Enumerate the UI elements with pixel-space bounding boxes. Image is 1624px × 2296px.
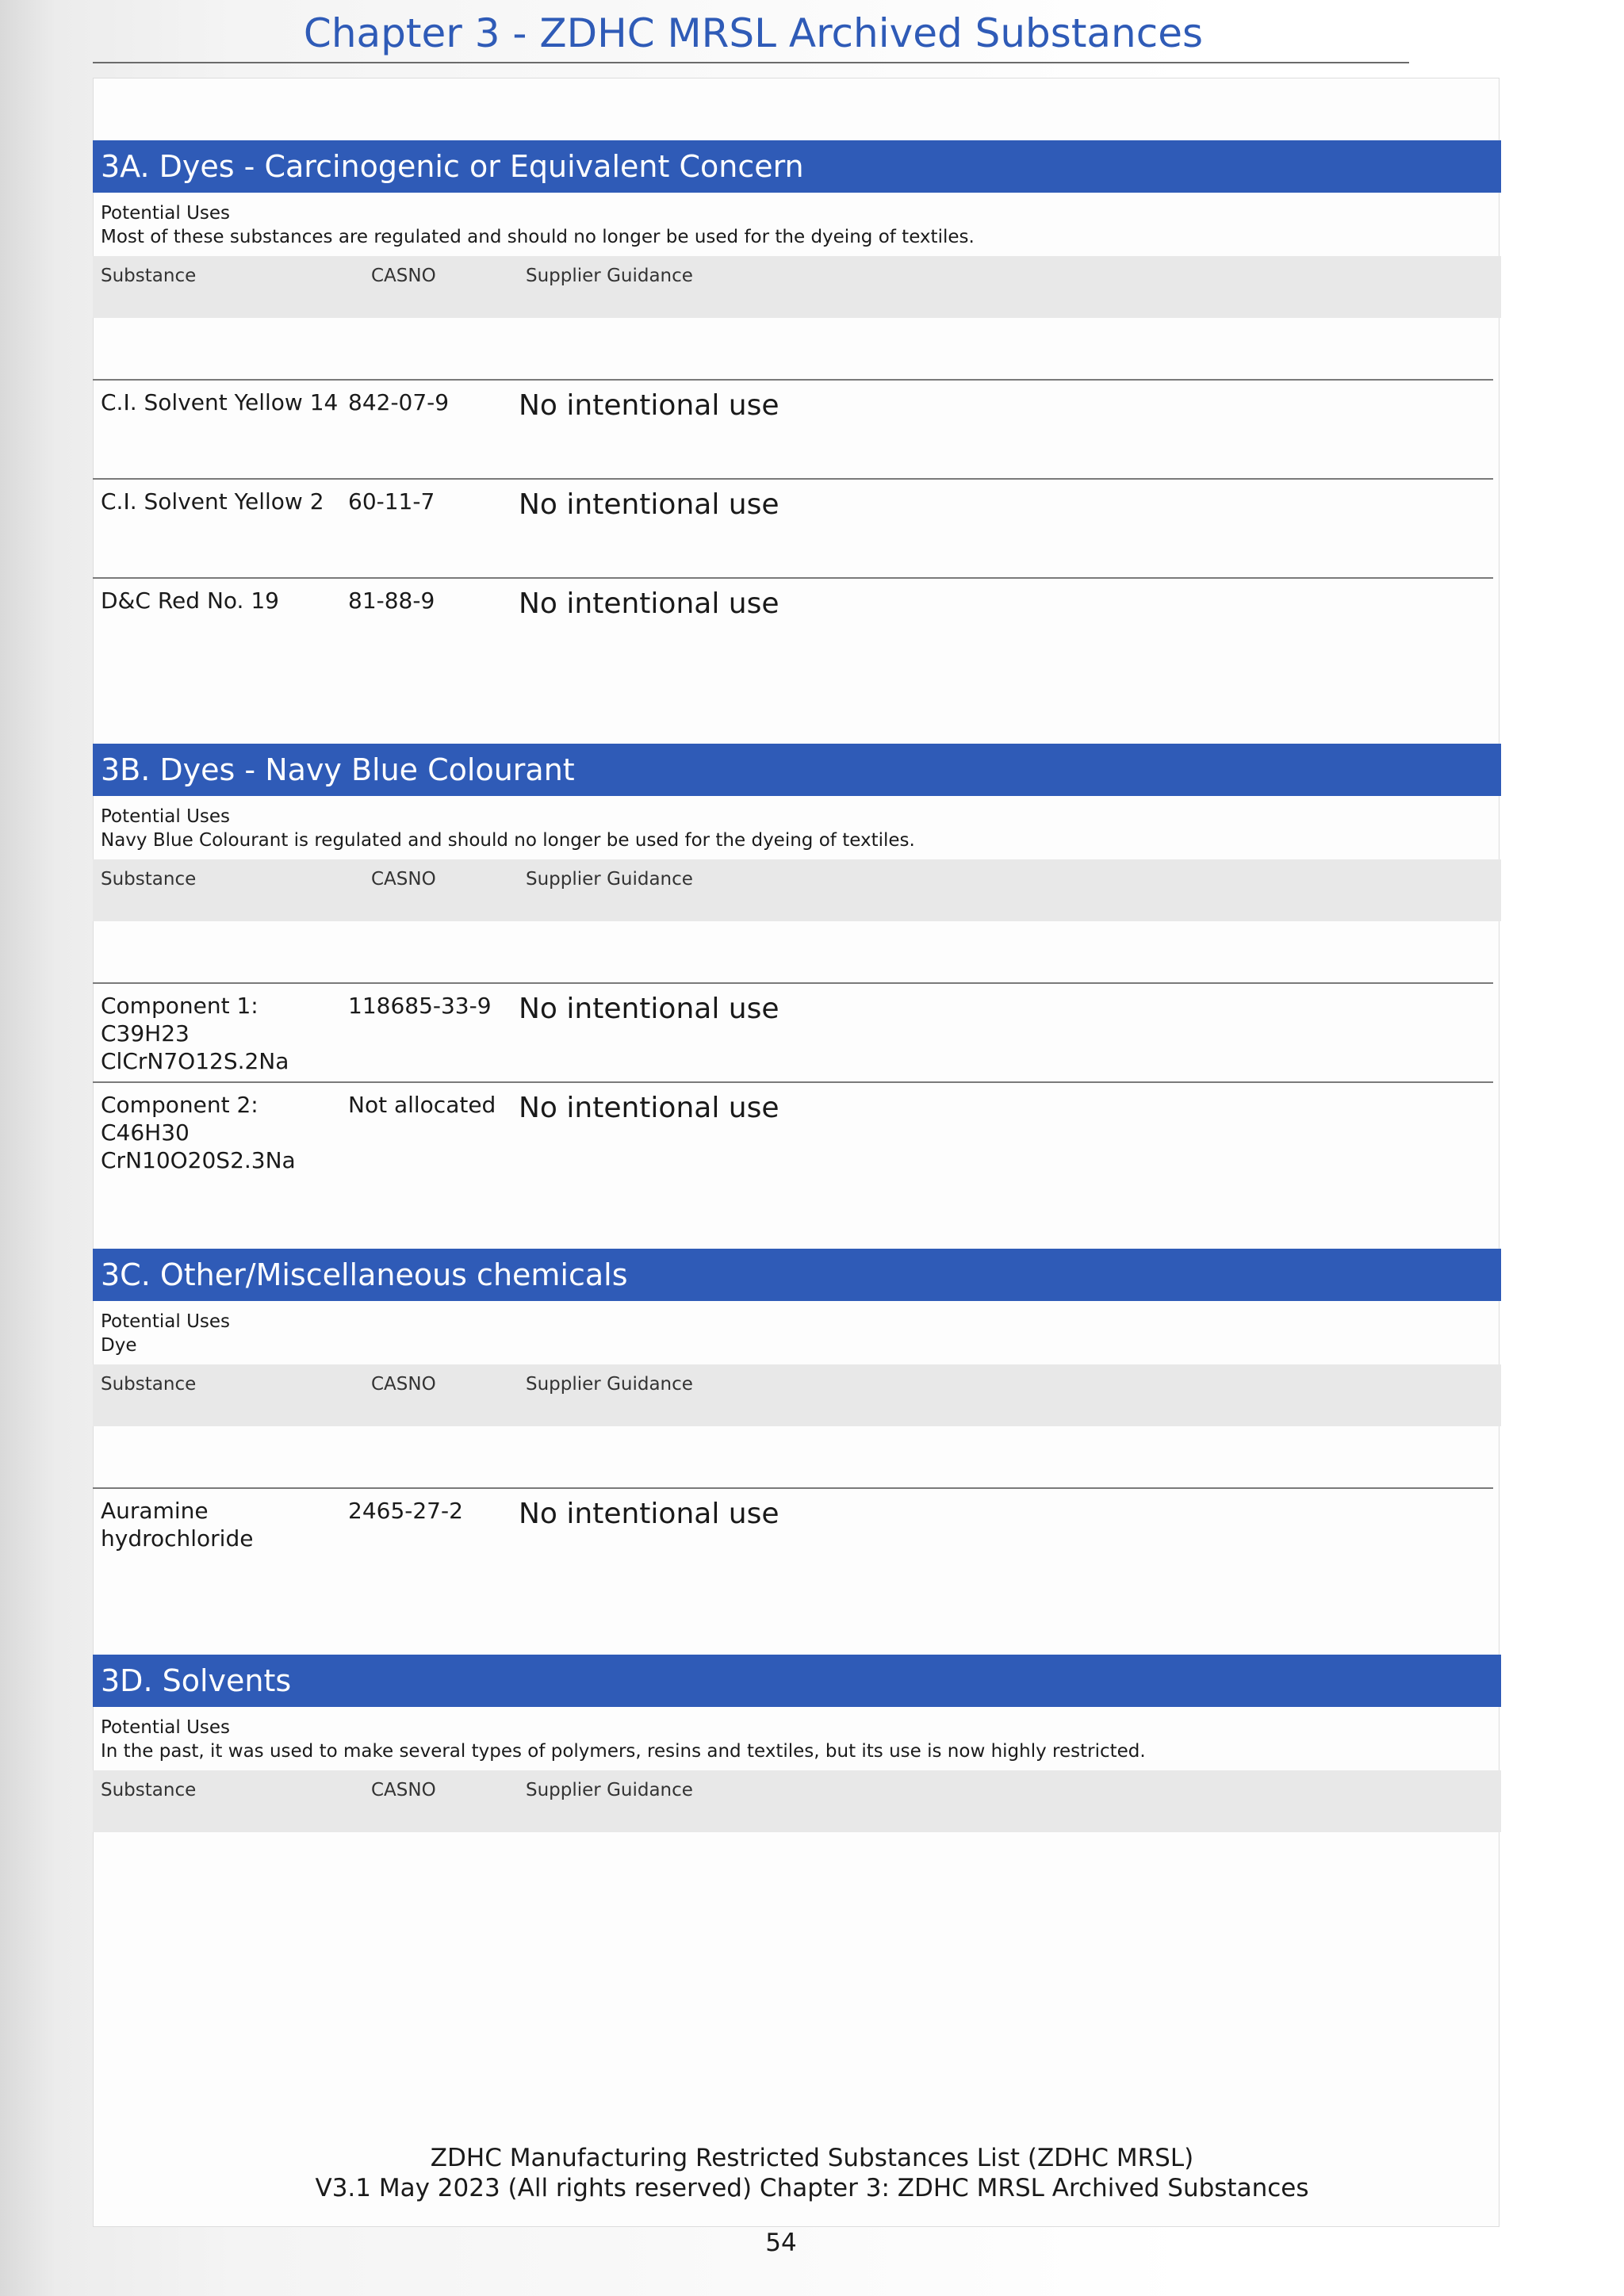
substance-cell: C.I. Solvent Yellow 14 [101,389,339,415]
table-column-header [93,256,1501,318]
potential-uses-text: Most of these substances are regulated and should no longer be used for the dyeing of textiles. [101,227,975,247]
table-column-header [93,1770,1501,1832]
section-3a-header: 3A. Dyes - Carcinogenic or Equivalent Concern [93,140,1501,193]
footer-title: ZDHC Manufacturing Restricted Substances List (ZDHC MRSL) [430,2144,1194,2172]
page-title: Chapter 3 - ZDHC MRSL Archived Substances [303,10,1204,56]
column-casno: CASNO [371,266,436,286]
potential-uses-label: Potential Uses [101,1717,231,1738]
column-casno: CASNO [371,1374,436,1395]
guidance-cell: No intentional use [519,587,779,620]
section-3b-header: 3B. Dyes - Navy Blue Colourant [93,744,1501,796]
potential-uses-label: Potential Uses [101,1311,231,1332]
guidance-cell: No intentional use [519,488,779,521]
guidance-cell: No intentional use [519,993,779,1025]
column-supplier-guidance: Supplier Guidance [526,266,693,286]
row-divider [93,379,1493,381]
casno-cell: 842-07-9 [348,389,450,415]
substance-cell: Auramine hydrochloride [101,1498,254,1552]
casno-cell: 2465-27-2 [348,1498,463,1524]
row-divider [93,478,1493,480]
substance-cell: C.I. Solvent Yellow 2 [101,488,324,515]
footer-version: V3.1 May 2023 (All rights reserved) Chapter 3: ZDHC MRSL Archived Substances [315,2174,1309,2202]
substance-cell: Component 2: C46H30 CrN10O20S2.3Na [101,1092,296,1173]
table-column-header [93,1364,1501,1426]
column-substance: Substance [101,1374,197,1395]
column-supplier-guidance: Supplier Guidance [526,1780,693,1800]
row-divider [93,1081,1493,1083]
guidance-cell: No intentional use [519,1498,779,1530]
casno-cell: 118685-33-9 [348,993,492,1019]
casno-cell: Not allocated [348,1092,496,1118]
guidance-cell: No intentional use [519,1092,779,1124]
column-casno: CASNO [371,1780,436,1800]
casno-cell: 81-88-9 [348,587,435,614]
potential-uses-text: Dye [101,1335,137,1356]
section-3d-header: 3D. Solvents [93,1655,1501,1707]
potential-uses-text: Navy Blue Colourant is regulated and should no longer be used for the dyeing of textiles. [101,830,915,851]
page-number: 54 [765,2229,797,2257]
column-substance: Substance [101,1780,197,1800]
table-column-header [93,859,1501,921]
column-casno: CASNO [371,869,436,890]
column-supplier-guidance: Supplier Guidance [526,1374,693,1395]
row-divider [93,1487,1493,1489]
column-supplier-guidance: Supplier Guidance [526,869,693,890]
row-divider [93,577,1493,579]
guidance-cell: No intentional use [519,389,779,422]
potential-uses-text: In the past, it was used to make several types of polymers, resins and textiles, but its use is now highly restricted. [101,1741,1146,1762]
casno-cell: 60-11-7 [348,488,435,515]
column-substance: Substance [101,266,197,286]
potential-uses-label: Potential Uses [101,806,231,827]
potential-uses-label: Potential Uses [101,203,231,224]
substance-cell: D&C Red No. 19 [101,587,279,614]
substance-cell: Component 1: C39H23 ClCrN7O12S.2Na [101,993,289,1074]
column-substance: Substance [101,869,197,890]
section-3c-header: 3C. Other/Miscellaneous chemicals [93,1249,1501,1301]
row-divider [93,982,1493,984]
header-divider [93,62,1409,63]
